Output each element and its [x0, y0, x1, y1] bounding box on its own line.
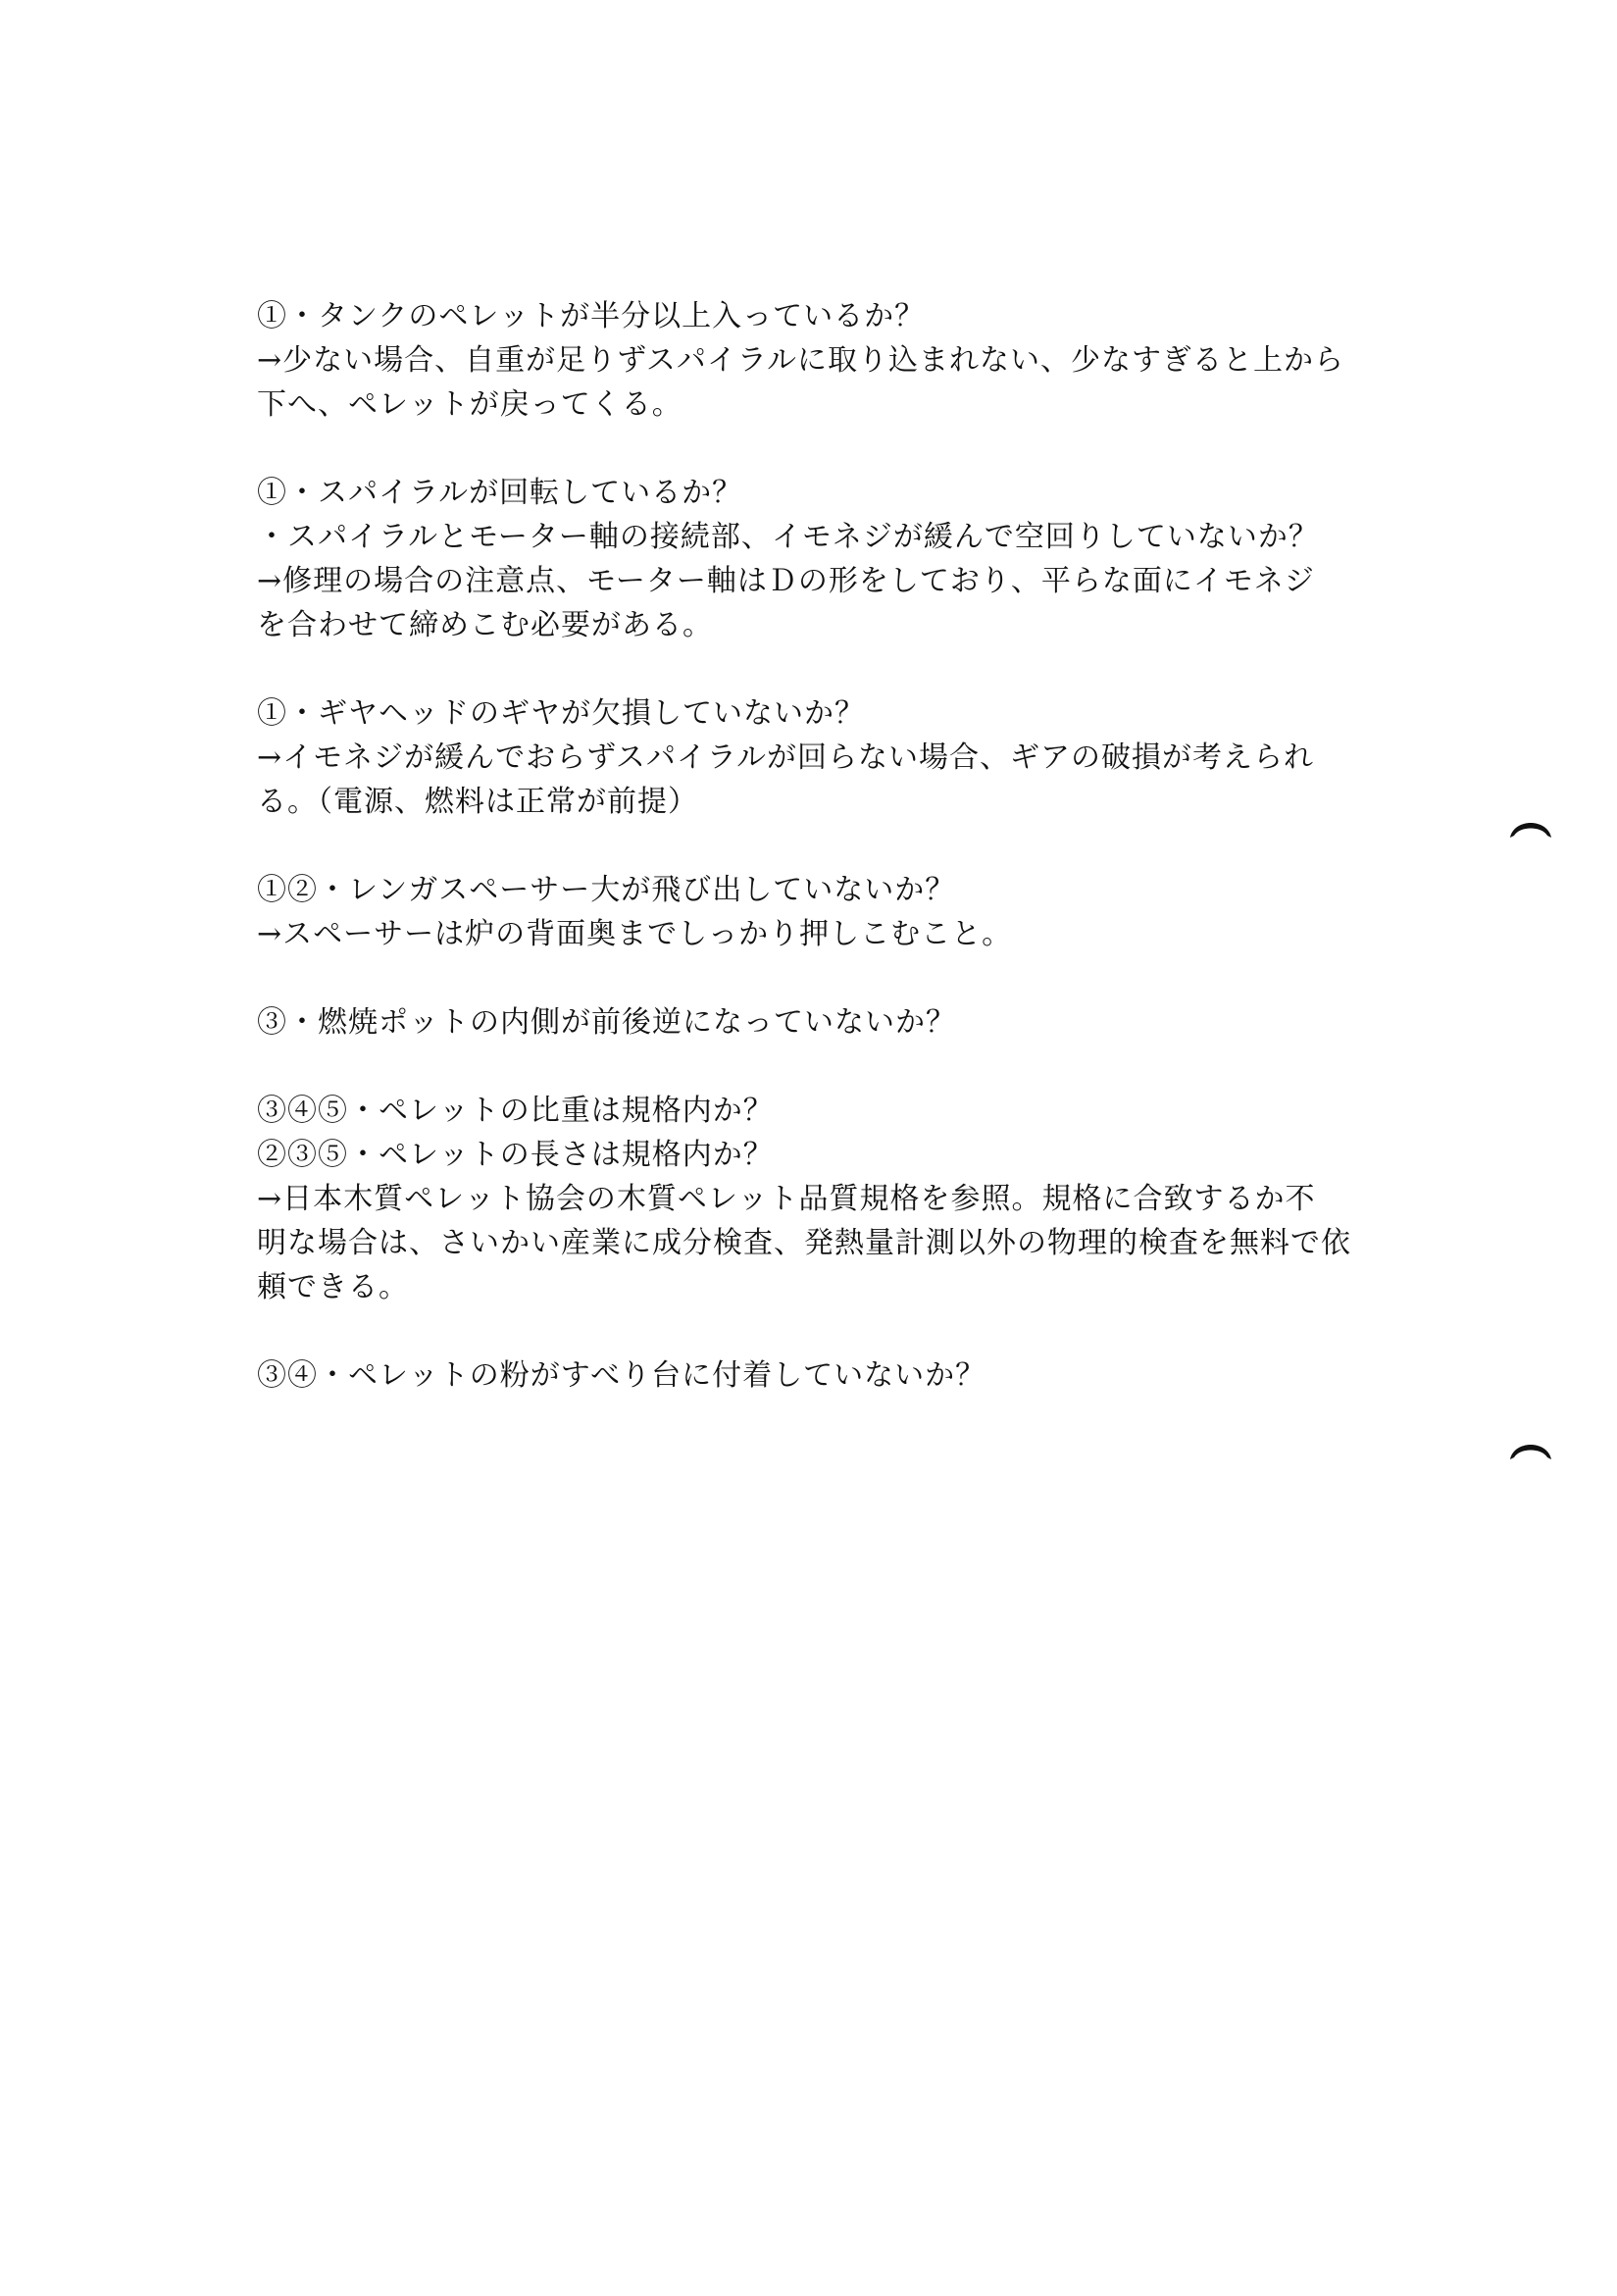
item-heading: ①・タンクのペレットが半分以上入っているか？ [257, 299, 926, 333]
checklist-item-spiral-rotation [257, 471, 1375, 647]
item-note-line: →イモネジが緩んでおらずスパイラルが回らない場合、ギアの破損が考えられ [257, 740, 1315, 775]
item-heading: ①②・レンガスペーサー大が飛び出していないか？ [257, 873, 956, 907]
item-note-line: 下へ、ペレットが戻ってくる。 [257, 387, 682, 422]
item-heading: ①・スパイラルが回転しているか？ [257, 476, 743, 510]
item-heading: ③④⑤・ペレットの比重は規格内か？ [257, 1094, 774, 1128]
item-note-line: 明な場合は、さいかい産業に成分検査、発熱量計測以外の物理的検査を無料で依 [257, 1226, 1351, 1260]
checklist-item-gearhead [257, 691, 1375, 824]
item-note-line: 頼できる。 [257, 1270, 409, 1304]
item-subheading: ・スパイラルとモーター軸の接続部、イモネジが緩んで空回りしていないか？ [257, 520, 1319, 554]
binder-hole-mark-icon [1508, 810, 1553, 840]
item-note-line: →日本木質ペレット協会の木質ペレット品質規格を参照。規格に合致するか不 [257, 1182, 1316, 1216]
checklist-item-pellet-dust [257, 1353, 1375, 1398]
item-note-line: る。（電源、燃料は正常が前提） [257, 785, 698, 819]
document-body [257, 294, 1375, 1442]
binder-hole-mark-icon [1508, 1432, 1553, 1461]
item-note-line: →修理の場合の注意点、モーター軸はＤの形をしており、平らな面にイモネジ [257, 564, 1315, 598]
item-heading: ③・燃焼ポットの内側が前後逆になっていないか？ [257, 1005, 956, 1040]
item-heading: ①・ギヤヘッドのギヤが欠損していないか？ [257, 696, 865, 731]
checklist-item-brick-spacer [257, 868, 1375, 956]
item-note-line: →スペーサーは炉の背面奥までしっかり押しこむこと。 [257, 917, 1013, 951]
item-heading: ③④・ペレットの粉がすべり台に付着していないか？ [257, 1358, 986, 1393]
checklist-item-pellet-spec [257, 1089, 1375, 1309]
checklist-item-combustion-pot [257, 1000, 1375, 1045]
item-heading: ②③⑤・ペレットの長さは規格内か？ [257, 1138, 774, 1172]
item-note-line: →少ない場合、自重が足りずスパイラルに取り込まれない、少なすぎると上から [257, 343, 1345, 378]
item-note-line: を合わせて締めこむ必要がある。 [257, 608, 713, 642]
checklist-item-tank-pellet-level [257, 294, 1375, 427]
